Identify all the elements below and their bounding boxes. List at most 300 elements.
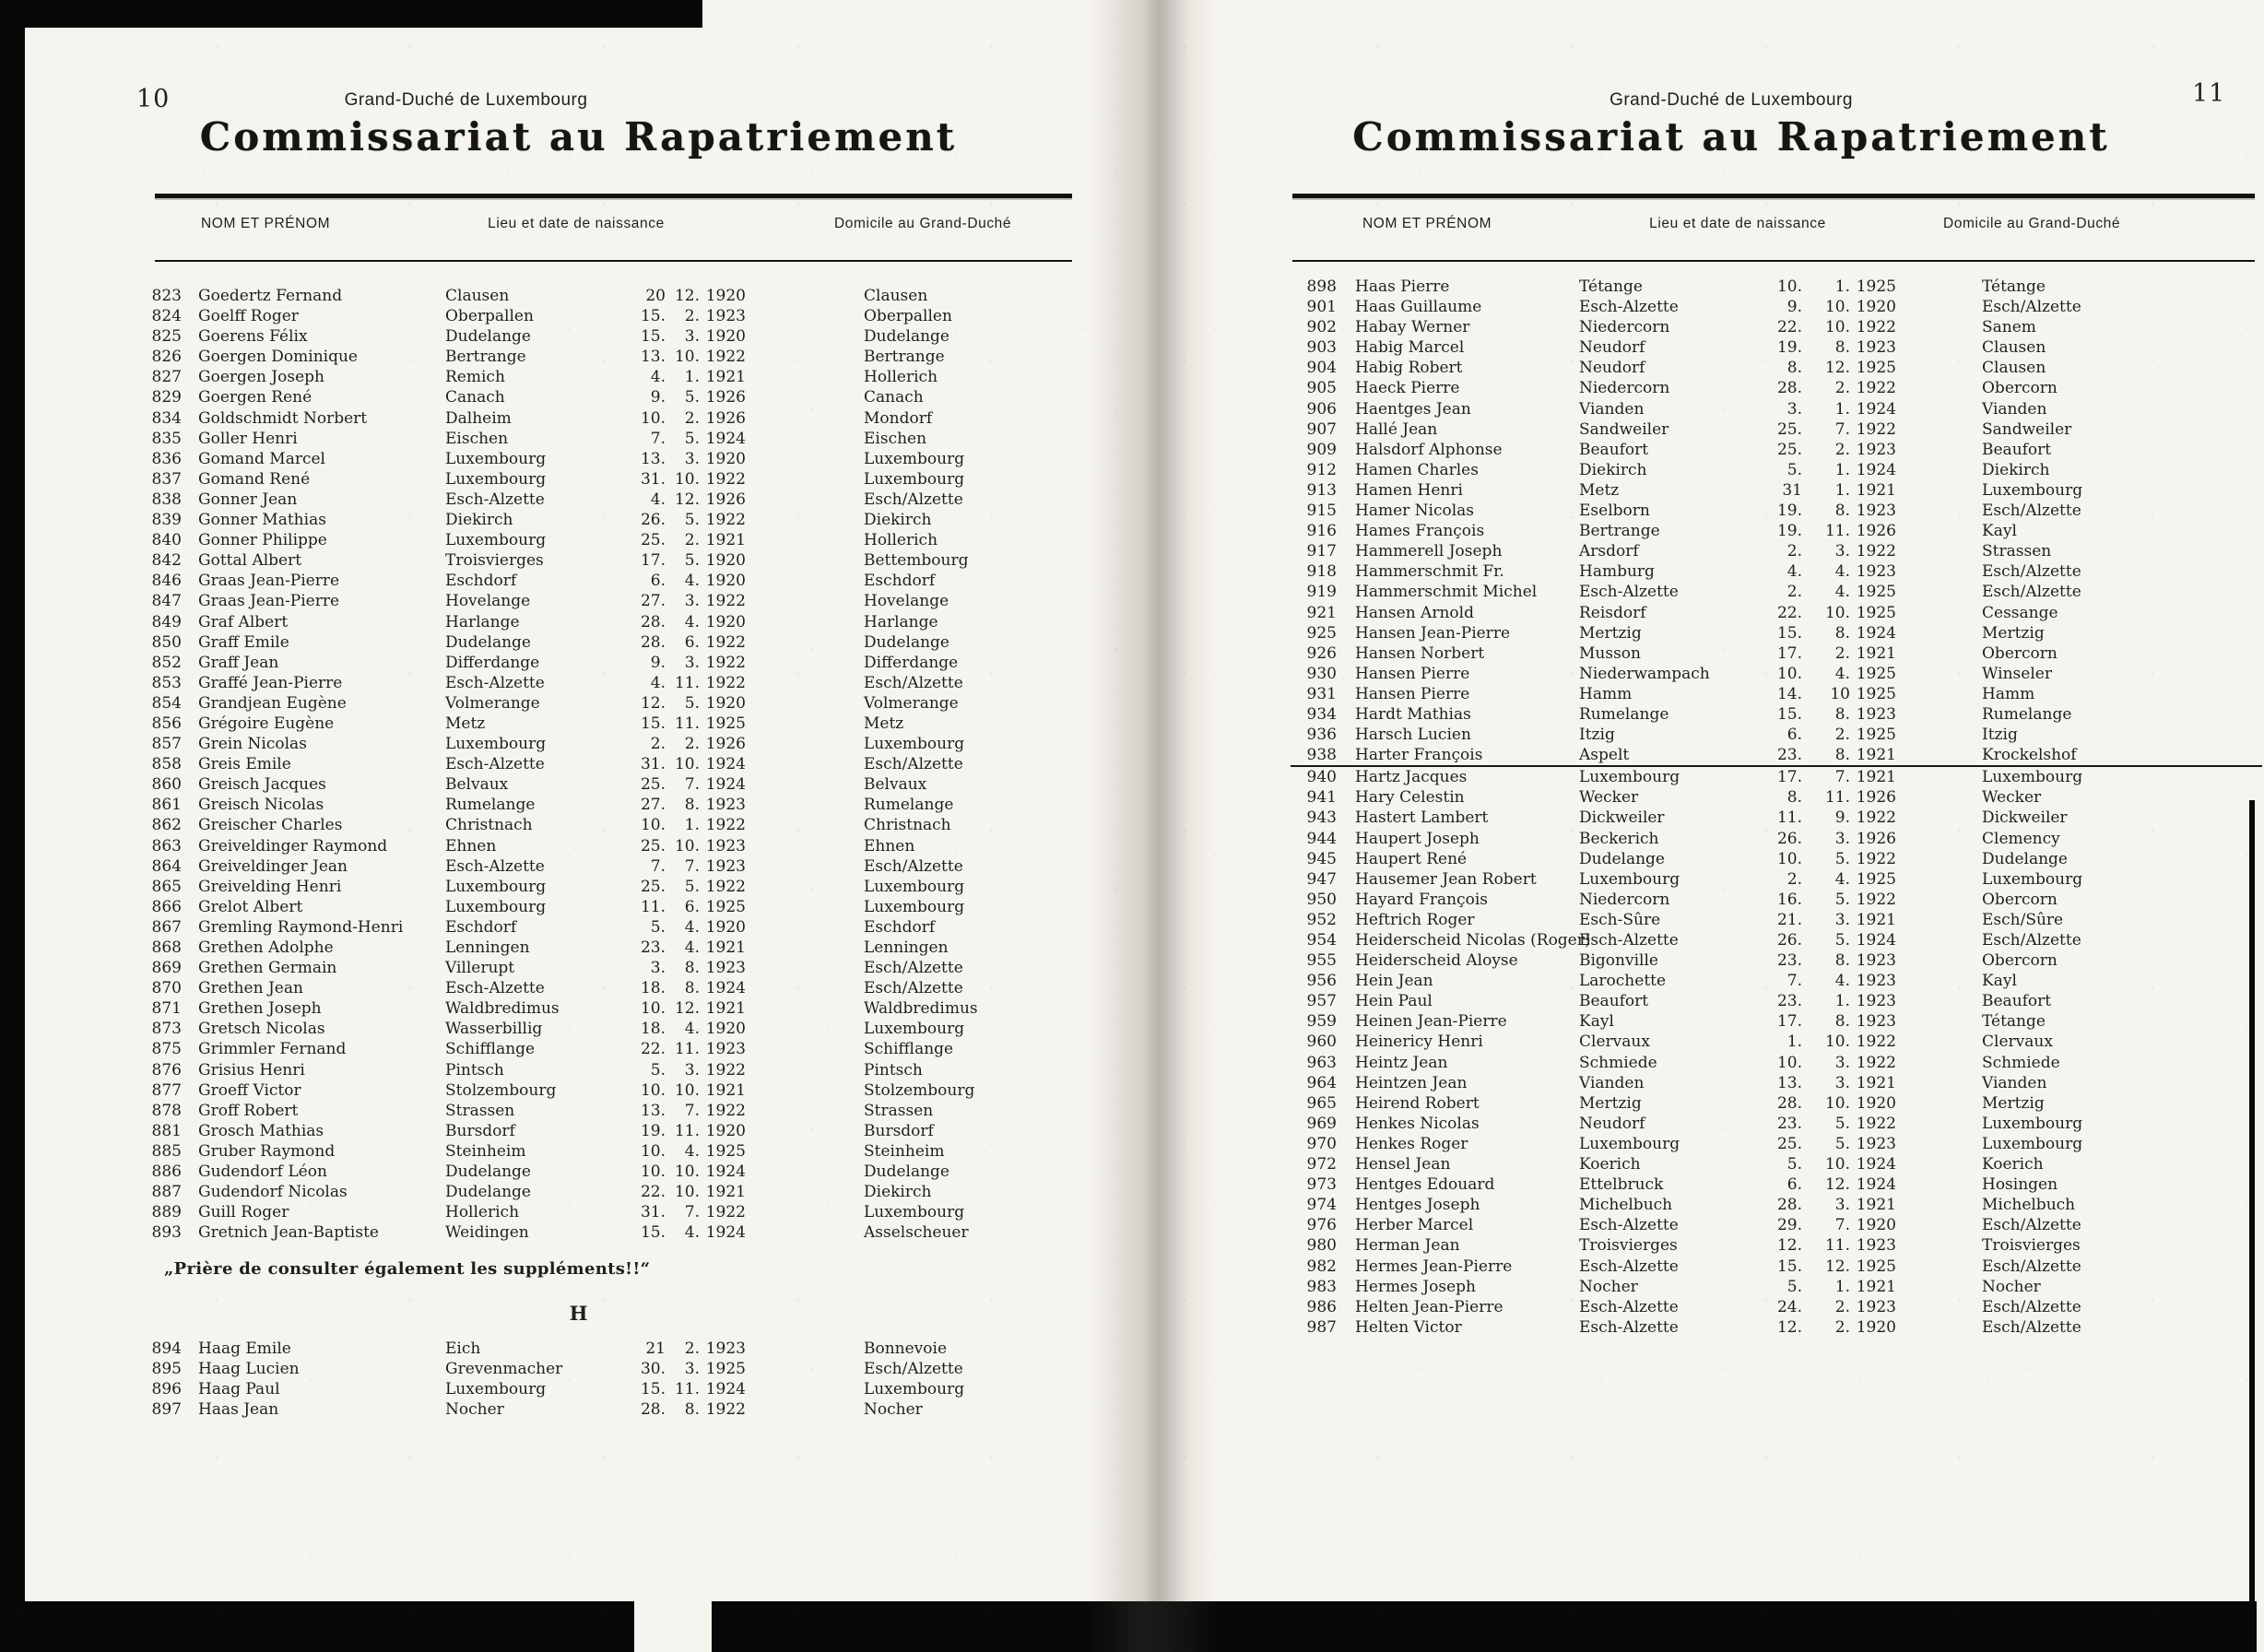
entry-birth-day: 25. xyxy=(640,877,666,896)
entry-birth-year: 1924 xyxy=(1856,1175,1896,1195)
entry-birthplace: Luxembourg xyxy=(445,897,547,916)
entry-birth-year: 1925 xyxy=(705,1360,746,1379)
entry-number: 871 xyxy=(151,999,182,1019)
entry-birth-year: 1920 xyxy=(705,693,746,713)
table-row xyxy=(28,550,1129,571)
entry-birth-year: 1925 xyxy=(1856,359,1896,378)
table-row xyxy=(1198,277,2258,297)
entry-name: Greisch Nicolas xyxy=(198,796,324,815)
entry-birth-year: 1923 xyxy=(1856,704,1896,724)
entry-birthplace: Luxembourg xyxy=(1579,869,1680,889)
entry-domicile: Esch/Alzette xyxy=(1982,1216,2081,1235)
entry-birth-year: 1921 xyxy=(1856,768,1896,787)
entry-birth-month: 11. xyxy=(674,714,700,733)
entry-number: 864 xyxy=(151,856,182,876)
entry-number: 913 xyxy=(1306,480,1337,500)
entry-birth-day: 11. xyxy=(1776,808,1802,828)
entry-birth-day: 19. xyxy=(640,1121,666,1140)
table-row xyxy=(28,1379,1129,1399)
entry-number: 847 xyxy=(151,592,182,611)
entry-birth-year: 1920 xyxy=(1856,1317,1896,1337)
entry-birth-day: 5. xyxy=(1786,1155,1802,1174)
entry-number: 824 xyxy=(151,307,182,326)
entry-domicile: Vianden xyxy=(1982,399,2047,419)
entry-name: Goldschmidt Norbert xyxy=(198,408,368,428)
table-row xyxy=(1198,501,2258,521)
entry-name: Gudendorf Nicolas xyxy=(198,1183,348,1202)
entry-birth-month: 2. xyxy=(1834,643,1850,663)
entry-birthplace: Esch-Alzette xyxy=(445,490,545,509)
table-row xyxy=(1198,808,2258,828)
table-row xyxy=(1198,1154,2258,1174)
entry-birth-month: 5. xyxy=(1834,1134,1850,1153)
entry-birthplace: Arsdorf xyxy=(1579,542,1639,561)
entry-birth-day: 18. xyxy=(640,979,666,998)
entry-name: Gretnich Jean-Baptiste xyxy=(198,1223,379,1243)
entry-domicile: Tétange xyxy=(1982,1012,2046,1032)
entry-birthplace: Eschdorf xyxy=(445,572,517,591)
table-row xyxy=(28,998,1129,1019)
entry-number: 894 xyxy=(151,1339,182,1358)
entry-domicile: Esch/Alzette xyxy=(864,673,963,692)
table-row xyxy=(1198,1032,2258,1052)
entry-birth-day: 19. xyxy=(1776,502,1802,521)
entry-name: Helten Jean-Pierre xyxy=(1355,1297,1503,1316)
table-row xyxy=(28,795,1129,815)
entry-birth-year: 1924 xyxy=(1856,399,1896,419)
entry-domicile: Steinheim xyxy=(864,1141,945,1161)
table-row xyxy=(28,958,1129,978)
entry-domicile: Luxembourg xyxy=(864,449,965,468)
entry-domicile: Obercorn xyxy=(1982,379,2058,398)
entry-domicile: Luxembourg xyxy=(1982,480,2083,500)
entry-number: 972 xyxy=(1306,1155,1337,1174)
entry-birth-day: 15. xyxy=(640,1223,666,1243)
table-body xyxy=(28,286,1129,1243)
entry-birth-month: 8. xyxy=(684,1400,700,1420)
entry-birth-year: 1924 xyxy=(1856,1155,1896,1174)
entry-name: Herman Jean xyxy=(1355,1236,1460,1256)
entry-domicile: Kayl xyxy=(1982,972,2017,991)
table-row xyxy=(28,612,1129,632)
entry-birthplace: Luxembourg xyxy=(445,1380,547,1399)
table-row xyxy=(1198,971,2258,991)
entry-name: Hermes Joseph xyxy=(1355,1277,1476,1296)
entry-domicile: Esch/Alzette xyxy=(1982,1297,2081,1316)
entry-number: 907 xyxy=(1306,419,1337,439)
entry-birth-day: 2. xyxy=(1786,542,1802,561)
column-header-name: NOM ET PRÉNOM xyxy=(1362,216,1492,231)
entry-birth-month: 3. xyxy=(684,653,700,672)
entry-number: 849 xyxy=(151,612,182,631)
entry-birth-year: 1924 xyxy=(705,429,746,448)
entry-birth-year: 1925 xyxy=(1856,603,1896,622)
entry-name: Hansen Norbert xyxy=(1355,643,1485,663)
entry-birth-day: 31 xyxy=(1782,480,1802,500)
entry-number: 906 xyxy=(1306,399,1337,419)
table-row xyxy=(28,1162,1129,1182)
entry-birth-month: 1. xyxy=(684,368,700,387)
entry-birth-year: 1922 xyxy=(1856,542,1896,561)
entry-birth-day: 12. xyxy=(1776,1236,1802,1256)
entry-name: Graff Jean xyxy=(198,653,279,672)
entry-domicile: Esch/Alzette xyxy=(1982,931,2081,950)
entry-birth-year: 1921 xyxy=(1856,1277,1896,1296)
entry-domicile: Kayl xyxy=(1982,522,2017,541)
entry-birth-year: 1924 xyxy=(1856,460,1896,479)
entry-name: Greis Emile xyxy=(198,755,291,774)
page-left xyxy=(28,0,1129,1652)
entry-birthplace: Oberpallen xyxy=(445,307,534,326)
entry-domicile: Eischen xyxy=(864,429,927,448)
entry-number: 869 xyxy=(151,959,182,978)
entry-name: Gomand Marcel xyxy=(198,449,325,468)
table-row xyxy=(28,1202,1129,1222)
table-row xyxy=(1198,1235,2258,1256)
entry-birthplace: Ettelbruck xyxy=(1579,1175,1664,1195)
entry-number: 842 xyxy=(151,551,182,571)
entry-birth-month: 7. xyxy=(684,1203,700,1222)
entry-name: Gruber Raymond xyxy=(198,1141,336,1161)
entry-birthplace: Harlange xyxy=(445,612,520,631)
entry-birth-year: 1922 xyxy=(1856,379,1896,398)
entry-birth-day: 15. xyxy=(1776,623,1802,643)
entry-birth-month: 12. xyxy=(674,999,700,1019)
table-row xyxy=(1198,561,2258,582)
entry-birthplace: Schmiede xyxy=(1579,1053,1657,1072)
entry-birth-year: 1922 xyxy=(1856,419,1896,439)
table-row xyxy=(28,1080,1129,1101)
entry-birth-month: 1. xyxy=(1834,480,1850,500)
table-row xyxy=(28,917,1129,938)
entry-number: 969 xyxy=(1306,1114,1337,1133)
entry-number: 925 xyxy=(1306,623,1337,643)
entry-birthplace: Bigonville xyxy=(1579,951,1658,971)
entry-birth-month: 2. xyxy=(1834,379,1850,398)
entry-birth-year: 1926 xyxy=(1856,788,1896,808)
entry-birth-year: 1923 xyxy=(1856,440,1896,459)
entry-domicile: Stolzembourg xyxy=(864,1080,975,1100)
entry-number: 956 xyxy=(1306,972,1337,991)
entry-number: 853 xyxy=(151,673,182,692)
entry-birth-year: 1922 xyxy=(705,877,746,896)
entry-birth-month: 3. xyxy=(684,592,700,611)
entry-birth-year: 1926 xyxy=(705,388,746,407)
entry-domicile: Dudelange xyxy=(864,632,949,652)
entry-name: Haupert Joseph xyxy=(1355,829,1480,848)
entry-birth-year: 1923 xyxy=(1856,972,1896,991)
entry-birth-day: 3. xyxy=(650,959,666,978)
table-row xyxy=(28,938,1129,958)
entry-birthplace: Esch-Alzette xyxy=(1579,298,1679,317)
entry-name: Goergen Dominique xyxy=(198,348,358,367)
entry-number: 886 xyxy=(151,1162,182,1182)
table-row xyxy=(1198,1114,2258,1134)
entry-number: 976 xyxy=(1306,1216,1337,1235)
entry-birth-year: 1923 xyxy=(1856,338,1896,358)
entry-birthplace: Luxembourg xyxy=(445,469,547,489)
entry-domicile: Oberpallen xyxy=(864,307,952,326)
entry-birthplace: Esch-Alzette xyxy=(1579,1297,1679,1316)
column-header-birth: Lieu et date de naissance xyxy=(1649,216,1826,231)
entry-name: Heiderscheid Nicolas (Roger) xyxy=(1355,931,1591,950)
entry-name: Hardt Mathias xyxy=(1355,704,1471,724)
entry-birth-day: 5. xyxy=(1786,460,1802,479)
entry-number: 970 xyxy=(1306,1134,1337,1153)
entry-name: Grein Nicolas xyxy=(198,735,307,754)
supplements-note: „Prière de consulter également les suppléments!!“ xyxy=(164,1259,651,1279)
entry-birth-month: 4. xyxy=(1834,869,1850,889)
entry-number: 934 xyxy=(1306,704,1337,724)
entry-domicile: Strassen xyxy=(1982,542,2052,561)
entry-birth-day: 31. xyxy=(640,469,666,489)
table-row xyxy=(28,591,1129,611)
entry-name: Harter François xyxy=(1355,746,1483,765)
entry-birth-month: 1. xyxy=(1834,460,1850,479)
entry-birth-month: 6. xyxy=(684,632,700,652)
entry-birthplace: Michelbuch xyxy=(1579,1196,1673,1215)
entry-birth-month: 3. xyxy=(1834,910,1850,929)
entry-name: Hansen Pierre xyxy=(1355,664,1470,683)
entry-birthplace: Strassen xyxy=(445,1101,515,1120)
entry-number: 909 xyxy=(1306,440,1337,459)
entry-name: Heiderscheid Aloyse xyxy=(1355,951,1518,971)
entry-domicile: Bettembourg xyxy=(864,551,969,571)
entry-birth-day: 4. xyxy=(650,368,666,387)
entry-birth-month: 3. xyxy=(1834,1073,1850,1092)
table-row xyxy=(28,836,1129,856)
entry-birthplace: Niederwampach xyxy=(1579,664,1710,683)
entry-birthplace: Esch-Alzette xyxy=(1579,931,1679,950)
entry-number: 919 xyxy=(1306,583,1337,602)
entry-number: 868 xyxy=(151,938,182,957)
entry-birth-year: 1921 xyxy=(705,1080,746,1100)
entry-domicile: Differdange xyxy=(864,653,959,672)
entry-number: 846 xyxy=(151,572,182,591)
table-row xyxy=(1198,603,2258,623)
section-letter-h: H xyxy=(569,1302,588,1325)
entry-number: 941 xyxy=(1306,788,1337,808)
entry-name: Hallé Jean xyxy=(1355,419,1438,439)
page-title: Commissariat au Rapatriement xyxy=(199,114,958,159)
table-row xyxy=(1198,1195,2258,1215)
entry-birth-month: 4. xyxy=(684,612,700,631)
entry-birth-year: 1922 xyxy=(1856,318,1896,337)
entry-domicile: Vianden xyxy=(1982,1073,2047,1092)
entry-number: 836 xyxy=(151,449,182,468)
entry-birth-year: 1920 xyxy=(1856,298,1896,317)
entry-domicile: Diekirch xyxy=(864,1183,932,1202)
entry-birth-month: 12. xyxy=(1824,1257,1850,1276)
entry-name: Hastert Lambert xyxy=(1355,808,1489,828)
entry-name: Hausemer Jean Robert xyxy=(1355,869,1537,889)
entry-birthplace: Eselborn xyxy=(1579,502,1650,521)
entry-domicile: Clausen xyxy=(1982,359,2046,378)
entry-number: 903 xyxy=(1306,338,1337,358)
entry-birth-year: 1922 xyxy=(1856,1053,1896,1072)
entry-name: Haentges Jean xyxy=(1355,399,1471,419)
entry-birth-day: 29. xyxy=(1776,1216,1802,1235)
entry-birthplace: Hovelange xyxy=(445,592,531,611)
entry-number: 916 xyxy=(1306,522,1337,541)
table-row xyxy=(1198,704,2258,725)
entry-number: 918 xyxy=(1306,562,1337,582)
entry-birthplace: Steinheim xyxy=(445,1141,526,1161)
entry-domicile: Nocher xyxy=(864,1400,923,1420)
entry-domicile: Luxembourg xyxy=(1982,1134,2083,1153)
entry-birth-month: 5. xyxy=(1834,1114,1850,1133)
entry-domicile: Beaufort xyxy=(1982,992,2052,1011)
table-row xyxy=(28,1339,1129,1359)
entry-number: 877 xyxy=(151,1080,182,1100)
entry-name: Greivelding Henri xyxy=(198,877,342,896)
entry-birthplace: Niedercorn xyxy=(1579,318,1670,337)
entry-domicile: Schifflange xyxy=(864,1040,954,1059)
entry-birth-month: 9. xyxy=(1834,808,1850,828)
entry-number: 950 xyxy=(1306,890,1337,909)
entry-number: 945 xyxy=(1306,849,1337,868)
entry-birth-year: 1921 xyxy=(1856,643,1896,663)
entry-name: Haas Pierre xyxy=(1355,277,1450,296)
entry-number: 926 xyxy=(1306,643,1337,663)
table-row xyxy=(28,978,1129,998)
entry-number: 974 xyxy=(1306,1196,1337,1215)
table-row xyxy=(1198,684,2258,704)
entry-birth-month: 12. xyxy=(1824,359,1850,378)
entry-name: Gonner Philippe xyxy=(198,531,327,550)
entry-birth-day: 7. xyxy=(650,856,666,876)
entry-number: 823 xyxy=(151,287,182,305)
entry-birthplace: Waldbredimus xyxy=(445,999,560,1019)
entry-domicile: Beaufort xyxy=(1982,440,2052,459)
entry-birth-year: 1926 xyxy=(1856,829,1896,848)
entry-birthplace: Niedercorn xyxy=(1579,379,1670,398)
entry-birth-day: 4. xyxy=(1786,562,1802,582)
entry-birth-year: 1923 xyxy=(1856,1236,1896,1256)
entry-birthplace: Wasserbillig xyxy=(445,1020,543,1039)
entry-birth-year: 1921 xyxy=(705,938,746,957)
entry-birth-month: 8. xyxy=(1834,704,1850,724)
entry-number: 921 xyxy=(1306,603,1337,622)
entry-birthplace: Dudelange xyxy=(445,1162,531,1182)
entry-birthplace: Esch-Alzette xyxy=(1579,1257,1679,1276)
entry-domicile: Volmerange xyxy=(864,693,959,713)
entry-birth-year: 1926 xyxy=(705,735,746,754)
entry-domicile: Dudelange xyxy=(1982,849,2068,868)
entry-number: 826 xyxy=(151,348,182,367)
entry-birth-month: 7. xyxy=(684,1101,700,1120)
entry-birthplace: Nocher xyxy=(1579,1277,1638,1296)
entry-birth-month: 5. xyxy=(684,429,700,448)
table-row xyxy=(28,714,1129,734)
entry-birth-day: 27. xyxy=(640,592,666,611)
entry-number: 955 xyxy=(1306,951,1337,971)
table-row xyxy=(28,408,1129,429)
entry-name: Hensel Jean xyxy=(1355,1155,1451,1174)
entry-domicile: Esch/Alzette xyxy=(1982,583,2081,602)
entry-birthplace: Hollerich xyxy=(445,1203,520,1222)
entry-name: Haas Jean xyxy=(198,1400,279,1420)
entry-birth-day: 23. xyxy=(1776,951,1802,971)
entry-birth-year: 1921 xyxy=(705,531,746,550)
entry-name: Hentges Joseph xyxy=(1355,1196,1480,1215)
entry-domicile: Sandweiler xyxy=(1982,419,2072,439)
entry-number: 838 xyxy=(151,490,182,509)
entry-birthplace: Pintsch xyxy=(445,1060,504,1080)
entry-birth-day: 9. xyxy=(1786,298,1802,317)
entry-birthplace: Luxembourg xyxy=(445,735,547,754)
entry-birth-year: 1923 xyxy=(1856,1012,1896,1032)
table-row xyxy=(28,1141,1129,1162)
entry-name: Hein Paul xyxy=(1355,992,1433,1011)
entry-birth-year: 1921 xyxy=(705,999,746,1019)
entry-birth-year: 1925 xyxy=(1856,277,1896,296)
entry-birthplace: Christnach xyxy=(445,816,533,835)
entry-name: Heftrich Roger xyxy=(1355,910,1475,929)
table-row xyxy=(28,1101,1129,1121)
entry-birth-month: 10. xyxy=(674,1183,700,1202)
entry-birthplace: Itzig xyxy=(1579,726,1615,745)
entry-birth-day: 2. xyxy=(1786,869,1802,889)
header-rule-bottom xyxy=(1292,260,2255,262)
entry-birth-day: 17. xyxy=(640,551,666,571)
entry-number: 867 xyxy=(151,917,182,937)
entry-birth-day: 25. xyxy=(1776,440,1802,459)
entry-birthplace: Volmerange xyxy=(445,693,540,713)
entry-number: 834 xyxy=(151,408,182,428)
table-row xyxy=(28,856,1129,877)
entry-birthplace: Esch-Alzette xyxy=(1579,1216,1679,1235)
entry-number: 870 xyxy=(151,979,182,998)
entry-birth-year: 1925 xyxy=(705,714,746,733)
entry-birth-day: 15. xyxy=(1776,1257,1802,1276)
entry-birthplace: Stolzembourg xyxy=(445,1080,557,1100)
entry-name: Heintz Jean xyxy=(1355,1053,1448,1072)
entry-birth-year: 1923 xyxy=(705,1040,746,1059)
entry-birth-day: 25. xyxy=(1776,1134,1802,1153)
entry-birth-month: 5. xyxy=(1834,849,1850,868)
entry-domicile: Sanem xyxy=(1982,318,2036,337)
entry-birth-month: 8. xyxy=(1834,951,1850,971)
column-header-name: NOM ET PRÉNOM xyxy=(201,216,331,231)
entry-domicile: Luxembourg xyxy=(1982,768,2083,787)
table-row xyxy=(28,897,1129,917)
entry-number: 856 xyxy=(151,714,182,733)
entry-name: Gremling Raymond-Henri xyxy=(198,917,404,937)
entry-birth-month: 4. xyxy=(684,572,700,591)
entry-birth-month: 10. xyxy=(674,1162,700,1182)
entry-number: 898 xyxy=(1306,277,1337,296)
entry-domicile: Obercorn xyxy=(1982,951,2058,971)
table-row xyxy=(28,877,1129,897)
entry-birth-month: 2. xyxy=(1834,1297,1850,1316)
entry-birthplace: Neudorf xyxy=(1579,1114,1645,1133)
entry-birthplace: Neudorf xyxy=(1579,359,1645,378)
entry-domicile: Ehnen xyxy=(864,836,915,856)
entry-birth-year: 1922 xyxy=(705,653,746,672)
entry-birth-day: 23. xyxy=(640,938,666,957)
entry-birth-year: 1925 xyxy=(1856,1257,1896,1276)
table-body xyxy=(1198,277,2258,1338)
entry-birthplace: Bertrange xyxy=(445,348,526,367)
header-rule-top xyxy=(1292,194,2255,198)
entry-number: 980 xyxy=(1306,1236,1337,1256)
table-row xyxy=(28,347,1129,367)
entry-birth-year: 1923 xyxy=(705,959,746,978)
entry-domicile: Eschdorf xyxy=(864,572,936,591)
entry-birth-day: 11. xyxy=(640,897,666,916)
entry-domicile: Asselscheuer xyxy=(864,1223,969,1243)
